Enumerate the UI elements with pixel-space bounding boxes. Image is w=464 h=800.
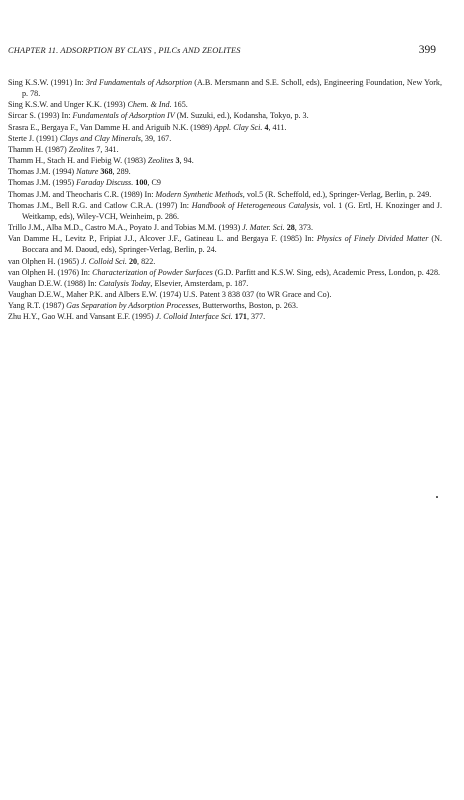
reference-title: 3rd Fundamentals of Adsorption [85,78,193,87]
reference-entry [8,267,442,278]
reference-entry [8,278,442,289]
reference-authors: Thomas J.M., Bell R.G. and Catlow C.R.A. (1997) In: [8,200,192,210]
reference-authors: Zhu H.Y., Gao W.H. and Vansant E.F. (1995) [8,312,156,322]
reference-authors: Thomas J.M. (1995) [8,178,77,188]
reference-details: , 373. [294,223,313,233]
reference-authors: Yang R.T. (1987) [8,301,67,311]
reference-entry [8,122,442,133]
reference-title: J. Colloid Interface Sci. [155,312,233,322]
reference-entry [8,166,442,177]
reference-title: Gas Separation by Adsorption Processes [66,301,199,311]
reference-authors: Sterte J. (1991) [8,133,60,143]
reference-volume: 28 [286,223,295,233]
reference-title: J. Colloid Sci. [81,256,127,266]
reference-entry [8,233,442,255]
reference-volume: 4 [264,122,269,132]
reference-authors: van Olphen H. (1976) In: [8,267,93,277]
reference-details: , Butterworths, Boston, p. 263. [198,301,298,311]
reference-entry [8,110,442,121]
reference-list [8,77,442,322]
reference-details: 7, 341. [94,144,119,154]
reference-volume: 368 [100,167,113,177]
reference-volume: 100 [135,178,148,188]
reference-details: , vol.5 (R. Scheffold, ed.), Springer-Verlag, Berlin, p. 249. [242,189,432,199]
reference-authors: Vaughan D.E.W., Maher P.K. and Albers E.W. (1974) U.S. Patent 3 838 037 (to WR Grace and Co). [8,289,332,299]
reference-authors: Sircar S. (1993) In: [8,111,73,121]
reference-details: (M. Suzuki, ed.), Kodansha, Tokyo, p. 3. [174,111,309,121]
reference-entry [8,177,442,188]
reference-details: , vol. 1 (G. Ertl, H. Knozinger and J. Weitkamp, eds), Wiley-VCH, Weinheim, p. 286. [22,200,442,221]
reference-title: Clays and Clay Minerals [59,133,141,143]
reference-details: (A.B. Mersmann and S.E. Scholl, eds), Engineering Foundation, New York, p. 78. [22,78,442,99]
reference-entry [8,200,442,222]
reference-details: 165. [171,100,188,110]
reference-entry [8,189,442,200]
reference-authors: Thamm H., Stach H. and Fiebig W. (1983) [8,156,148,166]
reference-authors: Thomas J.M. (1994) [8,167,77,177]
reference-entry [8,155,442,166]
running-head: CHAPTER 11. ADSORPTION BY CLAYS , PILCs AND ZEOLITES [8,46,241,55]
reference-volume: 3 [175,156,180,166]
reference-title: Zeolites [147,156,174,166]
reference-title: Characterization of Powder Surfaces [92,267,213,277]
reference-entry [8,144,442,155]
reference-details: , 289. [112,167,131,177]
reference-details: , C9 [147,178,161,188]
reference-title: Faraday Discuss. [76,178,134,188]
reference-volume: 20 [128,256,138,266]
reference-authors: Thomas J.M. and Theocharis C.R. (1989) In: [8,189,156,199]
stray-mark [436,496,438,498]
reference-title: Fundamentals of Adsorption IV [72,111,175,121]
reference-entry [8,133,442,144]
reference-entry [8,77,442,99]
reference-title: Catalysis Today [98,278,151,288]
reference-volume: 171 [234,312,247,322]
reference-authors: Van Damme H., Levitz P., Fripiat J.J., Alcover J.F., Gatineau L. and Bergaya F. (1985) In: [8,234,317,244]
reference-title: Handbook of Heterogeneous Catalysis [191,200,319,210]
reference-title: J. Mater. Sci. [242,223,285,233]
reference-entry [8,311,442,322]
reference-title: Chem. & Ind. [127,100,172,110]
reference-details: , 411. [268,122,287,132]
page-number: 399 [418,44,436,56]
reference-title: Modern Synthetic Methods [155,189,243,199]
reference-details: , 822. [137,256,156,266]
reference-details: (G.D. Parfitt and K.S.W. Sing, eds), Academic Press, London, p. 428. [212,267,441,277]
reference-title: Zeolites [68,144,95,154]
reference-authors: Vaughan D.E.W. (1988) In: [8,278,99,288]
reference-authors: Trillo J.M., Alba M.D., Castro M.A., Poyato J. and Tobias M.M. (1993) [8,223,243,233]
reference-authors: Thamm H. (1987) [8,144,69,154]
reference-authors: Sing K.S.W. (1991) In: [8,78,86,87]
reference-details: , 94. [179,156,194,166]
reference-authors: van Olphen H. (1965) [8,256,82,266]
reference-entry [8,289,442,300]
reference-entry [8,222,442,233]
reference-authors: Srasra E., Bergaya F., Van Damme H. and Ariguib N.K. (1989) [8,122,214,132]
reference-entry [8,99,442,110]
reference-details: , 39, 167. [140,133,172,143]
reference-details: (N. Boccara and M. Daoud, eds), Springer-Verlag, Berlin, p. 24. [22,234,442,255]
reference-entry [8,300,442,311]
reference-details: , 377. [246,312,266,322]
reference-entry [8,256,442,267]
reference-title: Physics of Finely Divided Matter [316,234,429,244]
reference-title: Nature [76,167,99,177]
reference-title: Appl. Clay Sci. [213,122,263,132]
reference-details: , Elsevier, Amsterdam, p. 187. [150,278,249,288]
reference-authors: Sing K.S.W. and Unger K.K. (1993) [8,100,128,110]
page-header [8,44,436,58]
